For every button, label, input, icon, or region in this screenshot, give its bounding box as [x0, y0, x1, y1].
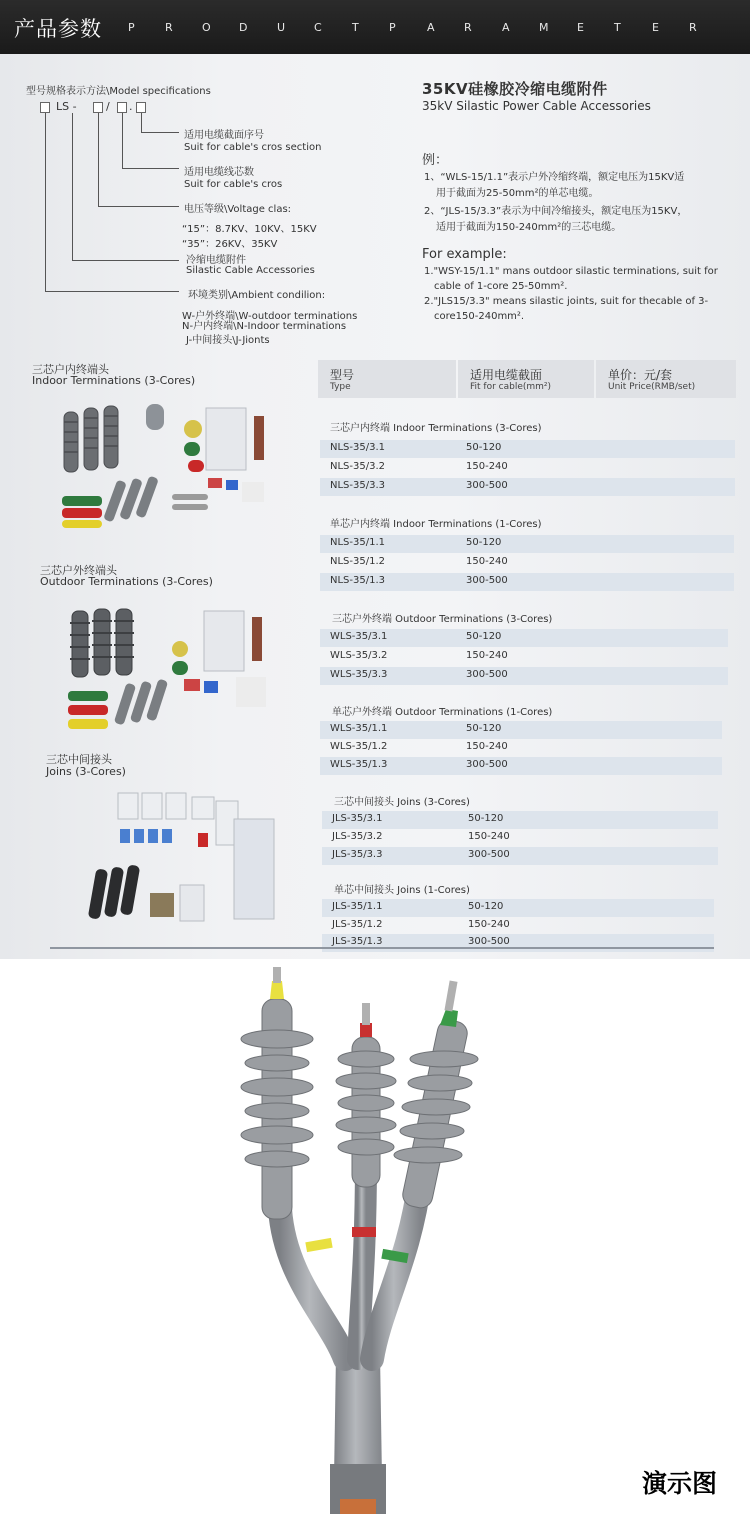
indoor-3core-label-en: Indoor Terminations (3-Cores)	[32, 374, 196, 387]
header-subtitle-letter: E	[652, 21, 661, 34]
leader-line	[98, 113, 99, 206]
model-cell: JLS-35/3.2	[332, 831, 383, 842]
fit-cell: 300-500	[468, 849, 510, 860]
spec-ambient-w: W-户外终端\W-outdoor terminations	[182, 311, 358, 322]
indoor-kit-photo	[58, 398, 288, 528]
table-row	[320, 648, 728, 666]
outdoor-3core-label-cn: 三芯户外终端头	[40, 564, 117, 577]
product-title-cn: 35KV硅橡胶冷缩电缆附件	[422, 80, 608, 98]
bottom-rule	[50, 947, 714, 949]
example-en-line: 2."JLS15/3.3" means silastic joints, suit for thecable of 3-	[424, 296, 709, 307]
example-en-line: 1."WSY-15/1.1" mans outdoor silastic terminations, suit for	[424, 266, 718, 277]
leader-line	[45, 291, 179, 292]
spec-ambient-n: N-户内终端\N-Indoor terminations	[182, 321, 347, 332]
group-title-indoor-3core: 三芯户内终端 Indoor Terminations (3-Cores)	[330, 423, 542, 434]
termination-illustration	[0, 959, 750, 1514]
spec-accessory-cn: 冷缩电缆附件	[186, 255, 246, 266]
leader-line	[72, 260, 179, 261]
table-header-type	[318, 360, 456, 398]
example-cn-line: 1、“WLS-15/1.1”表示户外冷缩终端，额定电压为15KV适	[424, 172, 685, 183]
table-row	[320, 757, 722, 775]
header-price-cn: 单价：元/套	[608, 368, 673, 382]
header-type-cn: 型号	[330, 368, 355, 382]
table-row	[320, 721, 722, 739]
table-row	[322, 899, 714, 917]
header-subtitle-letter: R	[689, 21, 699, 34]
fit-cell: 50-120	[468, 813, 504, 824]
model-cell: WLS-35/3.2	[330, 650, 388, 661]
table-header-price	[596, 360, 736, 398]
table-row	[322, 811, 718, 829]
model-cell: WLS-35/1.1	[330, 723, 388, 734]
spec-ambient-cn: 环境类别\Ambient condilion:	[188, 290, 326, 301]
dot-glyph: .	[129, 100, 133, 113]
spec-ambient-j: J-中间接头\J-Jionts	[186, 335, 270, 346]
outdoor-kit-photo	[64, 601, 284, 731]
fit-cell: 300-500	[468, 936, 510, 947]
fit-cell: 150-240	[466, 741, 508, 752]
fit-cell: 150-240	[466, 556, 508, 567]
header-fit-cn: 适用电缆截面	[470, 368, 543, 382]
model-cell: NLS-35/3.2	[330, 461, 386, 472]
demo-label: 演示图	[642, 1469, 718, 1498]
header-price-en: Unit Price(RMB/set)	[608, 382, 696, 392]
header-bar	[0, 0, 750, 54]
model-cell: NLS-35/1.2	[330, 556, 386, 567]
table-header-fit	[458, 360, 594, 398]
code-box-4	[136, 102, 146, 113]
example-cn-heading: 例：	[422, 153, 449, 168]
model-cell: JLS-35/3.1	[332, 813, 383, 824]
table-row	[320, 478, 735, 496]
fit-cell: 150-240	[466, 650, 508, 661]
spec-section-cn: 适用电缆截面序号	[184, 130, 264, 141]
fit-cell: 150-240	[468, 919, 510, 930]
header-subtitle-letter: D	[239, 21, 250, 34]
model-cell: JLS-35/1.2	[332, 919, 383, 930]
spec-cores-en: Suit for cable's cros	[184, 179, 283, 190]
spec-cores-cn: 适用电缆线芯数	[184, 167, 254, 178]
fit-cell: 50-120	[468, 901, 504, 912]
example-cn-line: 2、“JLS-15/3.3”表示为中间冷缩接头，额定电压为15KV，	[424, 206, 688, 217]
leader-line	[141, 132, 179, 133]
model-cell: WLS-35/1.2	[330, 741, 388, 752]
fit-cell: 300-500	[466, 575, 508, 586]
group-title-outdoor-1core: 单芯户外终端 Outdoor Terminations (1-Cores)	[332, 707, 553, 718]
header-subtitle-letter: O	[202, 21, 213, 34]
spec-section-en: Suit for cable's cros section	[184, 142, 322, 153]
header-title: 产品参数	[14, 17, 102, 41]
header-subtitle-letter: R	[464, 21, 474, 34]
header-subtitle-letter: C	[314, 21, 324, 34]
table-row	[322, 917, 714, 935]
fit-cell: 300-500	[466, 759, 508, 770]
header-subtitle-letter: A	[427, 21, 437, 34]
example-cn-line: 适用于截面为150-240mm²的三芯电缆。	[436, 222, 622, 233]
table-row	[320, 554, 734, 572]
header-type-en: Type	[330, 382, 351, 392]
model-cell: JLS-35/3.3	[332, 849, 383, 860]
code-box-3	[117, 102, 127, 113]
fit-cell: 50-120	[466, 723, 502, 734]
header-fit-en: Fit for cable(mm²)	[470, 382, 552, 392]
spec-accessory-en: Silastic Cable Accessories	[186, 265, 315, 276]
code-box-1	[40, 102, 50, 113]
spec-voltage-15: “15”：8.7KV、10KV、15KV	[182, 224, 317, 235]
table-row	[322, 829, 718, 847]
outdoor-3core-label-en: Outdoor Terminations (3-Cores)	[40, 575, 213, 588]
model-cell: WLS-35/3.1	[330, 631, 388, 642]
group-title-joins-1core: 单芯中间接头 Joins (1-Cores)	[334, 885, 470, 896]
example-en-line: core150-240mm².	[434, 311, 525, 322]
table-row	[320, 459, 735, 477]
model-cell: NLS-35/3.3	[330, 480, 386, 491]
header-subtitle-letter: E	[577, 21, 586, 34]
table-row	[320, 573, 734, 591]
header-subtitle-letter: R	[165, 21, 175, 34]
leader-line	[72, 113, 73, 260]
example-en-line: cable of 1-core 25-50mm².	[434, 281, 568, 292]
leader-line	[122, 113, 123, 168]
table-row	[320, 739, 722, 757]
catalog-page	[0, 54, 750, 959]
group-title-outdoor-3core: 三芯户外终端 Outdoor Terminations (3-Cores)	[332, 614, 553, 625]
leader-line	[141, 113, 142, 132]
indoor-3core-label-cn: 三芯户内终端头	[32, 363, 109, 376]
demo-photo-area	[0, 959, 750, 1514]
group-title-joins-3core: 三芯中间接头 Joins (3-Cores)	[334, 797, 470, 808]
fit-cell: 50-120	[466, 631, 502, 642]
joins-3core-label-en: Joins (3-Cores)	[46, 765, 126, 778]
table-row	[320, 667, 728, 685]
fit-cell: 300-500	[466, 480, 508, 491]
header-subtitle-letter: A	[502, 21, 512, 34]
header-subtitle-letter: P	[128, 21, 137, 34]
fit-cell: 150-240	[468, 831, 510, 842]
table-row	[320, 629, 728, 647]
leader-line	[45, 113, 46, 291]
model-cell: WLS-35/3.3	[330, 669, 388, 680]
joins-kit-photo	[88, 789, 278, 929]
table-row	[320, 535, 734, 553]
fit-cell: 50-120	[466, 537, 502, 548]
fit-cell: 50-120	[466, 442, 502, 453]
leader-line	[98, 206, 179, 207]
slash-glyph: /	[106, 100, 110, 113]
model-spec-heading: 型号规格表示方法\Model specifications	[26, 86, 211, 97]
example-cn-line: 用于截面为25-50mm²的单芯电缆。	[436, 188, 599, 199]
header-subtitle-letter: M	[539, 21, 551, 34]
model-cell: NLS-35/1.3	[330, 575, 386, 586]
model-cell: JLS-35/1.3	[332, 936, 383, 947]
fit-cell: 300-500	[466, 669, 508, 680]
spec-voltage-35: “35”：26KV、35KV	[182, 239, 278, 250]
model-cell: WLS-35/1.3	[330, 759, 388, 770]
group-title-indoor-1core: 单芯户内终端 Indoor Terminations (1-Cores)	[330, 519, 542, 530]
example-en-heading: For example:	[422, 247, 507, 262]
header-subtitle-letter: P	[389, 21, 398, 34]
header-subtitle-letter: T	[614, 21, 623, 34]
product-title-en: 35kV Silastic Power Cable Accessories	[422, 99, 651, 113]
model-cell: NLS-35/3.1	[330, 442, 386, 453]
code-box-2	[93, 102, 103, 113]
spec-voltage-cn: 电压等级\Voltage clas:	[184, 204, 292, 215]
header-subtitle-letter: U	[277, 21, 288, 34]
leader-line	[122, 168, 179, 169]
table-row	[322, 847, 718, 865]
joins-3core-label-cn: 三芯中间接头	[46, 753, 112, 766]
table-row	[322, 934, 714, 952]
model-code-prefix: LS -	[56, 100, 77, 113]
table-row	[320, 440, 735, 458]
fit-cell: 150-240	[466, 461, 508, 472]
header-subtitle-letter: T	[352, 21, 361, 34]
model-cell: NLS-35/1.1	[330, 537, 386, 548]
model-cell: JLS-35/1.1	[332, 901, 383, 912]
